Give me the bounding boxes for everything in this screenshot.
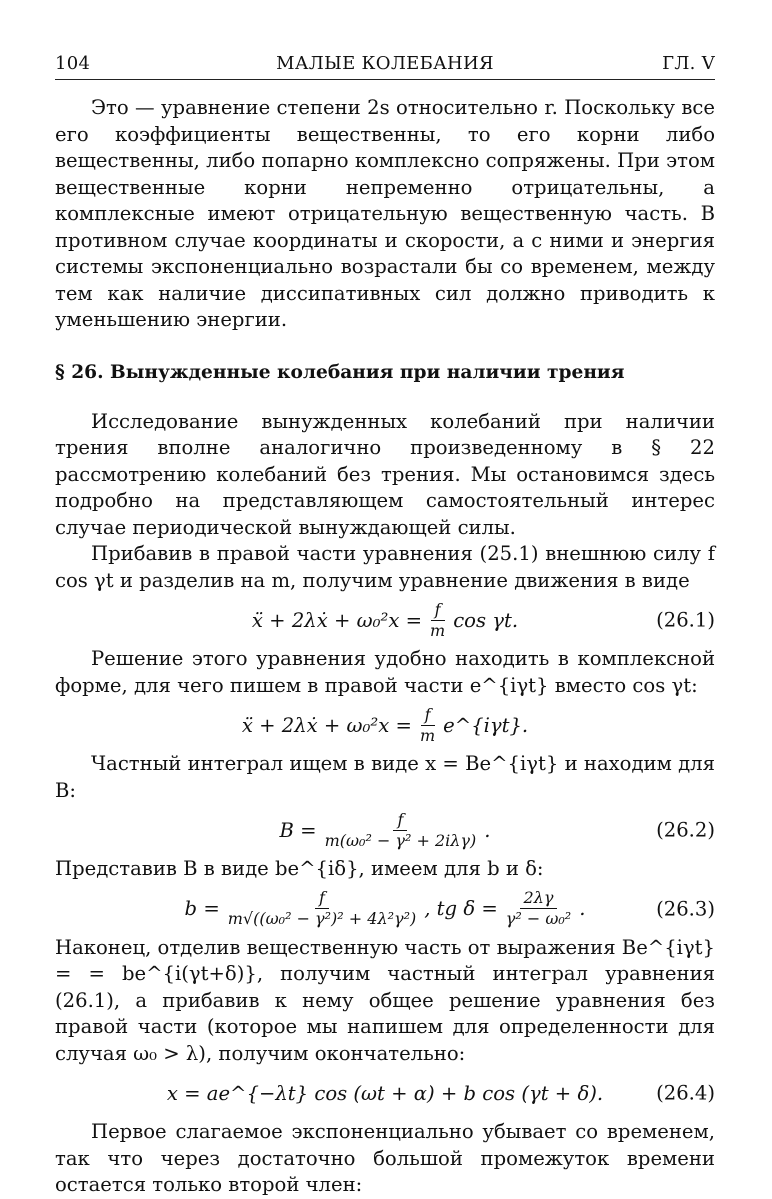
equation-number: (26.4) [656, 1081, 715, 1105]
page-body [55, 95, 715, 1199]
paragraph: Первое слагаемое экспоненциально убывает со временем, так что через достаточно большой промежуток времени остается только второй член: [55, 1120, 715, 1196]
paragraph: Это — уравнение степени 2s относительно r. Поскольку все его коэффициенты вещественны, то его корни либо вещественны, либо попарно комплексно сопряжены. При этом вещественные корни непременно отрицательны, а комплексные имеют отрицательную вещественную часть. В противном случае координаты и скорости, а с ними и энергия системы экспоненциально возрастали бы со временем, между тем как наличие диссипативных сил должно приводить к уменьшению энергии. [55, 96, 715, 331]
paragraph: Наконец, отделив вещественную часть от выражения Be^{iγt} = = be^{i(γt+δ)}, получим частный интеграл уравнения (26.1), а прибавив к нему общее решение уравнения без правой части (которое мы напишем для определенности для случая ω₀ > λ), получим окончательно: [55, 935, 715, 1065]
equation-rhs: e^{iγt}. [443, 713, 529, 737]
equation-complex-form [55, 699, 715, 751]
denominator: m√((ω₀² − γ²)² + 4λ²γ²) [227, 909, 417, 928]
numerator: 2λγ [520, 889, 558, 909]
running-title: МАЛЫЕ КОЛЕБАНИЯ [276, 53, 494, 74]
equation-26-2 [55, 804, 715, 856]
equation-lhs: ẍ + 2λẋ + ω₀²x = [241, 713, 412, 737]
running-header [55, 45, 715, 73]
fraction [416, 706, 439, 745]
page-number: 104 [55, 53, 91, 74]
numerator: f [431, 601, 445, 621]
fraction [321, 811, 481, 850]
paragraph: Решение этого уравнения удобно находить в комплексной форме, для чего пишем в правой части e^{iγt} вместо cos γt: [55, 647, 715, 697]
paragraph: Представив B в виде be^{iδ}, имеем для b и δ: [55, 857, 544, 880]
equation-number: (26.3) [656, 897, 715, 920]
equation-rhs: . [484, 818, 491, 842]
denominator: γ² − ω₀² [505, 909, 572, 928]
numerator: f [421, 706, 435, 726]
fraction [426, 601, 449, 640]
equation-number: (26.1) [656, 608, 715, 632]
equation-rhs: . [579, 897, 586, 920]
equation-lhs: b = [184, 897, 220, 920]
denominator: m [419, 725, 436, 745]
equation-lhs: ẍ + 2λẋ + ω₀²x = [251, 608, 423, 632]
header-rule [55, 79, 715, 80]
equation-26-4 [55, 1067, 715, 1119]
denominator: m [430, 620, 446, 640]
numerator: f [315, 889, 329, 909]
paragraph: Прибавив в правой части уравнения (25.1) внешнюю силу f cos γt и разделив на m, получим уравнение движения в виде [55, 542, 715, 592]
equation-number: (26.2) [656, 818, 715, 842]
paragraph: Частный интеграл ищем в виде x = Be^{iγt} и находим для B: [55, 752, 715, 802]
chapter-label: ГЛ. V [662, 53, 715, 74]
equation-rhs: cos γt. [453, 608, 519, 632]
denominator: m(ω₀² − γ² + 2iλγ) [324, 830, 477, 850]
equation-middle: , tg δ = [424, 897, 498, 920]
section-heading: § 26. Вынужденные колебания при наличии трения [55, 361, 625, 383]
fraction [502, 889, 575, 928]
paragraph: Исследование вынужденных колебаний при наличии трения вполне аналогично произведенному в § 22 рассмотрению колебаний без трения. Мы остановимся здесь подробно на представляющем самостоятельный интерес случае периодической вынуждающей силы. [55, 409, 715, 539]
fraction [224, 889, 420, 928]
equation-26-3 [55, 883, 715, 935]
equation-26-1 [55, 594, 715, 646]
equation-body: x = ae^{−λt} cos (ωt + α) + b cos (γt + δ). [166, 1081, 604, 1105]
equation-lhs: B = [279, 818, 317, 842]
numerator: f [393, 811, 407, 831]
